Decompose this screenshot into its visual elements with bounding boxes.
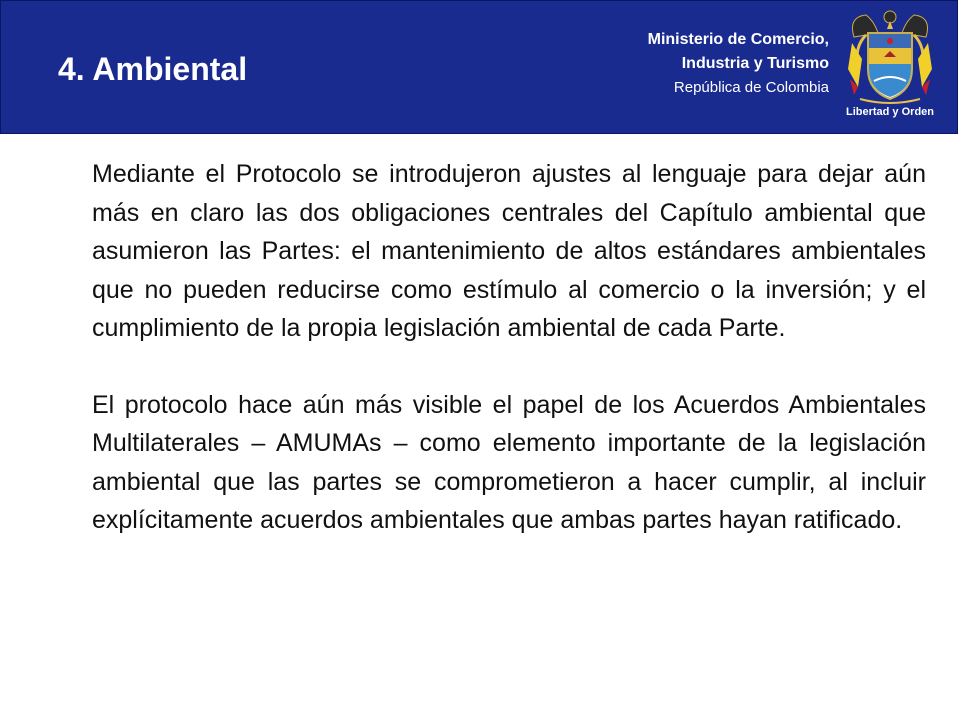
- ministry-name-line1: Ministerio de Comercio,: [647, 31, 829, 48]
- ministry-name-line2: Industria y Turismo: [681, 55, 829, 72]
- header-banner: [0, 0, 958, 134]
- body-text: [92, 155, 926, 540]
- ministry-block: [648, 28, 829, 100]
- country-name: República de Colombia: [673, 79, 829, 96]
- coat-of-arms-motto: Libertad y Orden: [845, 106, 935, 118]
- paragraph-2: El protocolo hace aún más visible el papel de los Acuerdos Ambientales Multilaterales – AMUMAs – como elemento importante de la legislación ambiental que las partes se comprometieron a hacer cumplir, al incluir explícitamente acuerdos ambientales que ambas partes hayan ratificado.: [92, 390, 926, 534]
- slide-title: 4. Ambiental: [58, 51, 248, 87]
- paragraph-1: Mediante el Protocolo se introdujeron ajustes al lenguaje para dejar aún más en claro las dos obligaciones centrales del Capítulo ambiental que asumieron las Partes: el mantenimiento de altos estándares ambientales que no pueden reducirse como estímulo al comercio o la inversión; y el cumplimiento de la propia legislación ambiental de cada Parte.: [92, 160, 926, 342]
